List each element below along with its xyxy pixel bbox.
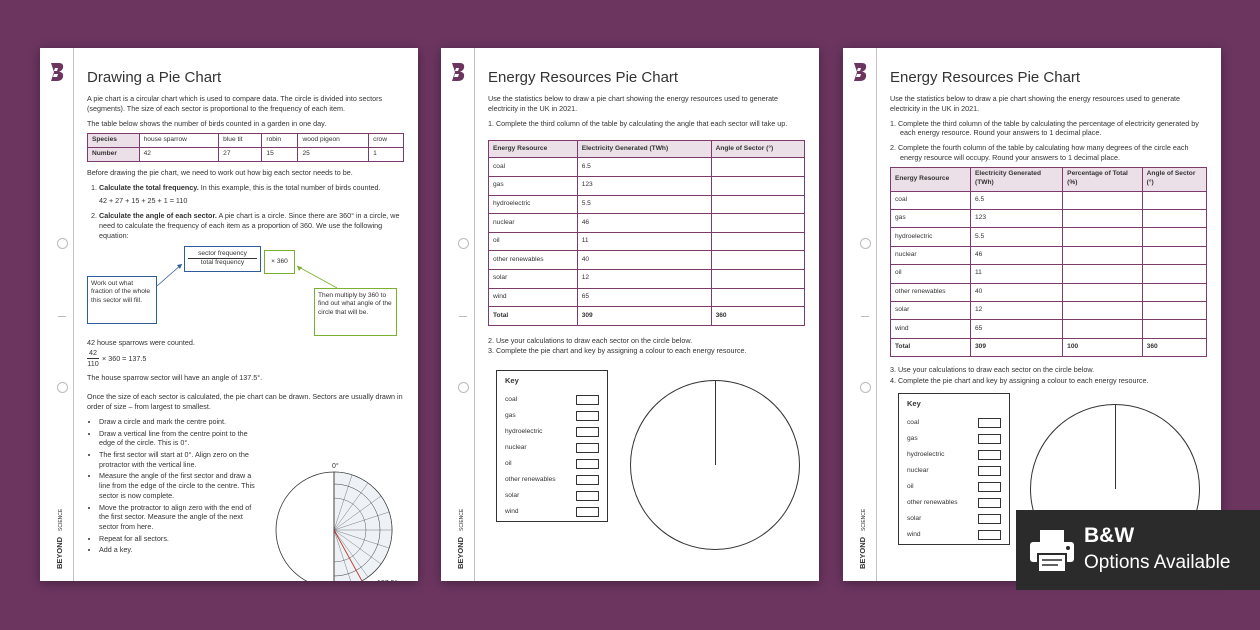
key-row bbox=[907, 527, 1001, 543]
answer-cell[interactable] bbox=[1063, 301, 1143, 319]
colour-swatch[interactable] bbox=[978, 514, 1001, 524]
answer-cell[interactable] bbox=[711, 232, 804, 251]
step-2-bold: Calculate the angle of each sector. bbox=[99, 211, 217, 221]
table-header: Electricity Generated (TWh) bbox=[971, 167, 1063, 191]
key-row bbox=[505, 392, 599, 408]
list-item: • Repeat for all sectors. bbox=[99, 534, 257, 544]
table-row bbox=[891, 246, 1207, 264]
note-right: Then multiply by 360 to find out what angle of the circle that will be. bbox=[314, 288, 397, 336]
punch-hole bbox=[458, 238, 469, 249]
colour-swatch[interactable] bbox=[576, 395, 599, 405]
table-cell: other renewables bbox=[891, 283, 971, 301]
fold-mark bbox=[58, 316, 66, 317]
table-header: Percentage of Total (%) bbox=[1063, 167, 1143, 191]
pie-start-line bbox=[1115, 405, 1116, 489]
answer-cell[interactable] bbox=[1142, 228, 1206, 246]
table-cell: house sparrow bbox=[139, 134, 219, 148]
sheet-sidebar bbox=[40, 48, 74, 581]
list-item: • Draw a vertical line from the centre point to the edge of the circle. This is 0°. bbox=[99, 429, 257, 448]
table-cell: 25 bbox=[298, 148, 369, 162]
step-2 bbox=[99, 211, 404, 240]
sparrow-equation bbox=[87, 348, 404, 368]
table-cell: gas bbox=[891, 209, 971, 227]
table-cell: 65 bbox=[577, 288, 711, 307]
brand-name: BEYOND bbox=[858, 536, 867, 569]
printer-icon bbox=[1028, 528, 1076, 574]
question-2: 2. Complete the fourth column of the table by calculating how many degrees of the circle each energy resource will occupy. Round your answers to 1 decimal place. bbox=[890, 143, 1189, 162]
question-3: 3. Use your calculations to draw each sector on the circle below. bbox=[890, 365, 1095, 375]
punch-hole bbox=[860, 382, 871, 393]
intro-text: Use the statistics below to draw a pie chart showing the energy resources used to generate electricity in the UK in 2021. bbox=[488, 94, 779, 113]
table-cell: coal bbox=[891, 191, 971, 209]
step-1-text: In this example, this is the total number of birds counted. bbox=[198, 182, 381, 192]
key-row bbox=[505, 456, 599, 472]
answer-cell[interactable] bbox=[1063, 283, 1143, 301]
answer-cell[interactable] bbox=[711, 251, 804, 270]
table-cell: gas bbox=[489, 177, 578, 196]
intro-text: A pie chart is a circular chart which is used to compare data. The circle is divided into sectors (segments). The size of each sector is proportional to the frequency of each item. bbox=[87, 94, 383, 113]
key-row bbox=[505, 408, 599, 424]
table-caption: The table below shows the number of birds counted in a garden in one day. bbox=[87, 118, 327, 128]
diagram-arrows bbox=[87, 246, 407, 336]
page-title: Drawing a Pie Chart bbox=[87, 69, 222, 86]
table-row bbox=[891, 320, 1207, 338]
beyond-logo-icon bbox=[852, 62, 868, 82]
table-header: Energy Resource bbox=[489, 141, 578, 158]
key-label: oil bbox=[907, 482, 914, 490]
answer-cell[interactable] bbox=[711, 214, 804, 233]
answer-cell[interactable] bbox=[1142, 320, 1206, 338]
answer-cell[interactable] bbox=[1063, 209, 1143, 227]
table-row bbox=[489, 251, 805, 270]
energy-table bbox=[890, 167, 1207, 358]
table-cell: 309 bbox=[971, 338, 1063, 356]
key-row bbox=[907, 495, 1001, 511]
key-label: hydroelectric bbox=[907, 450, 945, 458]
answer-cell[interactable] bbox=[1142, 301, 1206, 319]
table-row bbox=[489, 288, 805, 307]
table-cell: 360 bbox=[711, 307, 804, 326]
punch-hole bbox=[57, 238, 68, 249]
list-item: • Add a key. bbox=[99, 545, 257, 555]
protractor-illustration bbox=[272, 460, 407, 587]
key-row bbox=[907, 463, 1001, 479]
table-cell: coal bbox=[489, 158, 578, 177]
question-1: 1. Complete the third column of the table by calculating the percentage of electricity generated by each energy resource. Round your answers to 1 decimal place. bbox=[890, 118, 1199, 138]
question-4: 4. Complete the pie chart and key by assigning a colour to each energy resource. bbox=[890, 375, 1149, 385]
beyond-logo-icon bbox=[450, 62, 466, 82]
colour-swatch[interactable] bbox=[576, 427, 599, 437]
angle-label: 137.5° bbox=[377, 580, 398, 587]
page-title: Energy Resources Pie Chart bbox=[488, 69, 679, 86]
beyond-science-wordmark bbox=[42, 481, 72, 571]
key-label: gas bbox=[505, 411, 516, 419]
key-label: other renewables bbox=[907, 498, 958, 506]
table-cell: 46 bbox=[971, 246, 1063, 264]
table-header: Electricity Generated (TWh) bbox=[577, 141, 711, 158]
step-1 bbox=[99, 183, 404, 205]
answer-cell[interactable] bbox=[1142, 209, 1206, 227]
table-header: Number bbox=[88, 148, 140, 162]
table-cell: robin bbox=[262, 134, 298, 148]
sheet-sidebar bbox=[441, 48, 475, 581]
table-cell: 46 bbox=[577, 214, 711, 233]
table-total-row bbox=[489, 307, 805, 326]
beyond-science-wordmark bbox=[845, 481, 875, 571]
table-cell: other renewables bbox=[489, 251, 578, 270]
table-cell: nuclear bbox=[489, 214, 578, 233]
bird-table bbox=[87, 133, 404, 162]
key-row bbox=[505, 424, 599, 440]
table-row bbox=[891, 265, 1207, 283]
question-1: 1. Complete the third column of the table by calculating the angle that each sector will take up. bbox=[488, 118, 788, 128]
sparrow-multiply: × 360 = 137.5 bbox=[102, 353, 147, 363]
key-label: coal bbox=[505, 395, 518, 403]
answer-cell[interactable] bbox=[711, 177, 804, 196]
table-cell: 309 bbox=[577, 307, 711, 326]
key-label: coal bbox=[907, 418, 920, 426]
table-cell: 27 bbox=[219, 148, 262, 162]
before-text: Before drawing the pie chart, we need to work out how big each sector needs to be. bbox=[87, 168, 353, 178]
key-label: hydroelectric bbox=[505, 427, 543, 435]
fraction-numerator: sector frequency bbox=[188, 250, 257, 260]
worksheet-energy-pie-chart-extended[interactable] bbox=[843, 48, 1221, 581]
answer-cell[interactable] bbox=[1063, 191, 1143, 209]
worksheet-drawing-pie-chart[interactable] bbox=[40, 48, 418, 587]
punch-hole bbox=[860, 238, 871, 249]
table-cell: 11 bbox=[577, 232, 711, 251]
brand-subname: SCIENCE bbox=[459, 508, 465, 531]
table-cell: solar bbox=[489, 269, 578, 288]
table-row bbox=[891, 228, 1207, 246]
key-title: Key bbox=[907, 399, 921, 408]
list-item: • Move the protractor to align zero with the end of the first sector. Measure the angle of the next sector from here. bbox=[99, 503, 257, 532]
colour-swatch[interactable] bbox=[576, 475, 599, 485]
bw-options-banner[interactable] bbox=[1016, 510, 1260, 590]
brand-name: BEYOND bbox=[456, 536, 465, 569]
sparrow-numerator: 42 bbox=[89, 348, 97, 358]
table-cell: wind bbox=[489, 288, 578, 307]
beyond-logo-icon bbox=[49, 62, 65, 82]
table-header: Species bbox=[88, 134, 140, 148]
page-title: Energy Resources Pie Chart bbox=[890, 69, 1081, 86]
steps-list bbox=[87, 183, 404, 241]
table-row bbox=[891, 191, 1207, 209]
total-equation: 42 + 27 + 15 + 25 + 1 = 110 bbox=[99, 195, 188, 205]
pie-start-line bbox=[715, 381, 716, 465]
colour-swatch[interactable] bbox=[978, 482, 1001, 492]
table-cell: 42 bbox=[139, 148, 219, 162]
table-cell: hydroelectric bbox=[489, 195, 578, 214]
table-row bbox=[891, 209, 1207, 227]
key-label: other renewables bbox=[505, 475, 556, 483]
list-item: • Draw a circle and mark the centre point. bbox=[99, 417, 257, 427]
draw-intro: Once the size of each sector is calculated, the pie chart can be drawn. Sectors are usually drawn in order of size – from largest to smallest. bbox=[87, 392, 403, 412]
table-cell: 100 bbox=[1063, 338, 1143, 356]
colour-swatch[interactable] bbox=[576, 459, 599, 469]
key-row bbox=[505, 472, 599, 488]
blank-pie-circle[interactable] bbox=[630, 380, 800, 550]
table-header: Angle of Sector (°) bbox=[711, 141, 804, 158]
sparrow-line: 42 house sparrows were counted. bbox=[87, 337, 195, 347]
answer-cell[interactable] bbox=[1063, 320, 1143, 338]
colour-swatch[interactable] bbox=[978, 434, 1001, 444]
answer-cell[interactable] bbox=[1142, 191, 1206, 209]
table-cell: wind bbox=[891, 320, 971, 338]
key-row bbox=[907, 511, 1001, 527]
table-cell: 5.5 bbox=[577, 195, 711, 214]
table-cell: 11 bbox=[971, 265, 1063, 283]
key-box bbox=[898, 393, 1010, 545]
key-box bbox=[496, 370, 608, 522]
key-label: oil bbox=[505, 459, 512, 467]
colour-swatch[interactable] bbox=[978, 450, 1001, 460]
list-item: • The first sector will start at 0°. Align zero on the protractor with the vertical line. bbox=[99, 450, 257, 469]
intro-text: Use the statistics below to draw a pie chart showing the energy resources used to generate electricity in the UK in 2021. bbox=[890, 94, 1181, 113]
key-label: wind bbox=[505, 507, 519, 515]
brand-subname: SCIENCE bbox=[861, 508, 867, 531]
zero-degree-label: 0° bbox=[332, 463, 339, 470]
key-row bbox=[505, 440, 599, 456]
table-cell: Total bbox=[489, 307, 578, 326]
key-label: gas bbox=[907, 434, 918, 442]
list-item: • Measure the angle of the first sector and draw a line from the edge of the circle to the centre. This sector is now complete. bbox=[99, 471, 257, 500]
question-2: 2. Use your calculations to draw each sector on the circle below. bbox=[488, 335, 693, 345]
answer-cell[interactable] bbox=[711, 288, 804, 307]
key-row bbox=[505, 488, 599, 504]
draw-steps-list bbox=[87, 417, 257, 555]
equation-diagram bbox=[87, 246, 404, 334]
times-360-box: × 360 bbox=[264, 250, 295, 274]
fraction-denominator: total frequency bbox=[200, 259, 245, 267]
table-row bbox=[489, 177, 805, 196]
table-cell: 360 bbox=[1142, 338, 1206, 356]
answer-cell[interactable] bbox=[1063, 265, 1143, 283]
answer-cell[interactable] bbox=[1142, 246, 1206, 264]
punch-hole bbox=[57, 382, 68, 393]
table-row bbox=[489, 195, 805, 214]
answer-cell[interactable] bbox=[1142, 283, 1206, 301]
table-cell: oil bbox=[489, 232, 578, 251]
table-row bbox=[489, 232, 805, 251]
sheet-sidebar bbox=[843, 48, 877, 581]
table-cell: 15 bbox=[262, 148, 298, 162]
table-header: Energy Resource bbox=[891, 167, 971, 191]
table-cell: 12 bbox=[971, 301, 1063, 319]
colour-swatch[interactable] bbox=[576, 507, 599, 517]
punch-hole bbox=[458, 382, 469, 393]
key-label: wind bbox=[907, 530, 921, 538]
answer-cell[interactable] bbox=[1063, 246, 1143, 264]
fold-mark bbox=[459, 316, 467, 317]
table-cell: 123 bbox=[971, 209, 1063, 227]
brand-subname: SCIENCE bbox=[58, 508, 64, 531]
colour-swatch[interactable] bbox=[576, 491, 599, 501]
table-cell: 65 bbox=[971, 320, 1063, 338]
table-cell: 5.5 bbox=[971, 228, 1063, 246]
answer-cell[interactable] bbox=[711, 269, 804, 288]
table-total-row bbox=[891, 338, 1207, 356]
colour-swatch[interactable] bbox=[576, 443, 599, 453]
table-cell: hydroelectric bbox=[891, 228, 971, 246]
worksheet-energy-pie-chart[interactable] bbox=[441, 48, 819, 581]
table-row bbox=[891, 283, 1207, 301]
table-cell: 40 bbox=[577, 251, 711, 270]
banner-title: B&W bbox=[1084, 524, 1135, 547]
question-3: 3. Complete the pie chart and key by assigning a colour to each energy resource. bbox=[488, 346, 747, 356]
banner-subtitle: Options Available bbox=[1084, 552, 1231, 573]
table-cell: solar bbox=[891, 301, 971, 319]
table-row bbox=[489, 158, 805, 177]
table-cell: 6.5 bbox=[577, 158, 711, 177]
table-cell: 123 bbox=[577, 177, 711, 196]
table-row bbox=[489, 214, 805, 233]
table-cell: wood pigeon bbox=[298, 134, 369, 148]
table-cell: 12 bbox=[577, 269, 711, 288]
table-row bbox=[891, 301, 1207, 319]
table-cell: 40 bbox=[971, 283, 1063, 301]
key-label: nuclear bbox=[907, 466, 929, 474]
step-2-text: A pie chart is a circle. Since there are 360° in a circle, we need to calculate the frequency of each item as a proportion of 360. We use the following equation: bbox=[99, 211, 400, 240]
answer-cell[interactable] bbox=[711, 158, 804, 177]
brand-name: BEYOND bbox=[55, 536, 64, 569]
beyond-science-wordmark bbox=[443, 481, 473, 571]
note-left: Work out what fraction of the whole this sector will fill. bbox=[87, 276, 157, 324]
key-row bbox=[907, 447, 1001, 463]
answer-cell[interactable] bbox=[711, 195, 804, 214]
key-label: solar bbox=[907, 514, 922, 522]
fold-mark bbox=[861, 316, 869, 317]
answer-cell[interactable] bbox=[1063, 228, 1143, 246]
key-row bbox=[505, 504, 599, 520]
key-row bbox=[907, 431, 1001, 447]
key-label: solar bbox=[505, 491, 520, 499]
table-cell: crow bbox=[369, 134, 404, 148]
colour-swatch[interactable] bbox=[978, 498, 1001, 508]
sparrow-result: The house sparrow sector will have an angle of 137.5°. bbox=[87, 372, 263, 382]
table-cell: Total bbox=[891, 338, 971, 356]
key-row bbox=[907, 415, 1001, 431]
table-cell: 1 bbox=[369, 148, 404, 162]
table-row bbox=[489, 269, 805, 288]
colour-swatch[interactable] bbox=[978, 466, 1001, 476]
table-cell: blue tit bbox=[219, 134, 262, 148]
colour-swatch[interactable] bbox=[978, 530, 1001, 540]
key-row bbox=[907, 479, 1001, 495]
sparrow-denominator: 110 bbox=[87, 358, 99, 368]
table-cell: 6.5 bbox=[971, 191, 1063, 209]
answer-cell[interactable] bbox=[1142, 265, 1206, 283]
colour-swatch[interactable] bbox=[978, 418, 1001, 428]
energy-table bbox=[488, 140, 805, 325]
step-1-bold: Calculate the total frequency. bbox=[99, 182, 199, 192]
sparrow-fraction bbox=[87, 348, 99, 368]
key-title: Key bbox=[505, 376, 519, 385]
colour-swatch[interactable] bbox=[576, 411, 599, 421]
table-cell: oil bbox=[891, 265, 971, 283]
table-header: Angle of Sector (°) bbox=[1142, 167, 1206, 191]
table-cell: nuclear bbox=[891, 246, 971, 264]
key-label: nuclear bbox=[505, 443, 527, 451]
